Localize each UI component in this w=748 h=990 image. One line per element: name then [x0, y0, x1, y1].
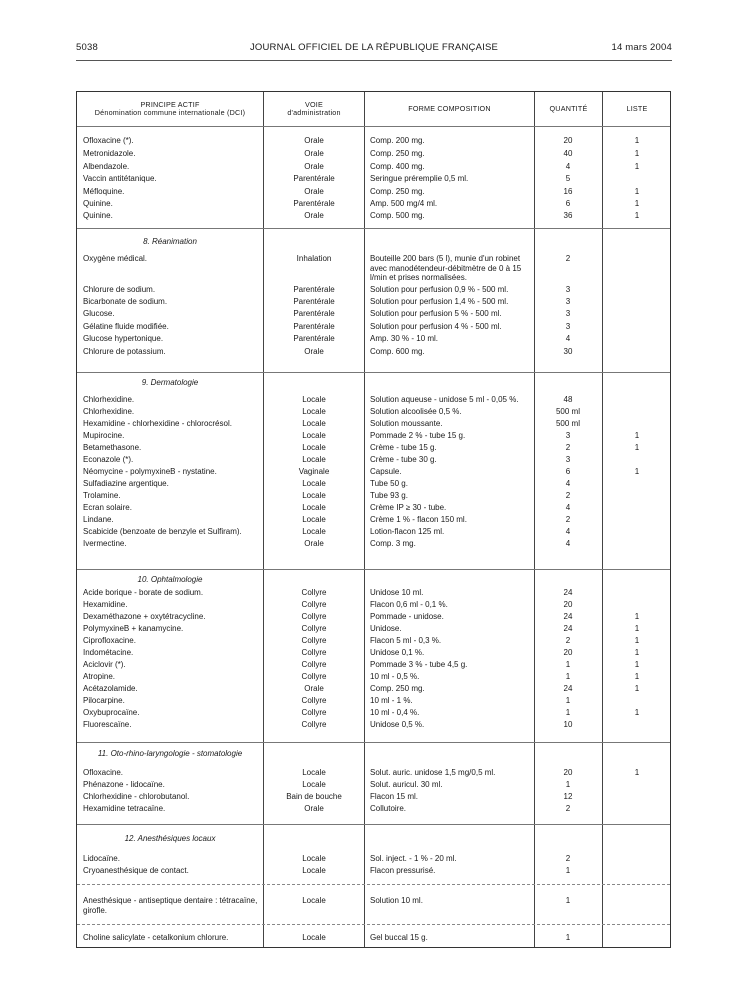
page-number: 5038: [76, 42, 98, 53]
row-quantite: 3: [565, 455, 571, 464]
row-voie: Orale: [304, 684, 324, 693]
row-forme: Pommade - unidose.: [370, 612, 444, 621]
issue-date: 14 mars 2004: [611, 42, 672, 53]
row-quantite: 24: [563, 684, 573, 693]
row-name: Econazole (*).: [83, 455, 134, 464]
row-forme: Crème IP ≥ 30 - tube.: [370, 503, 447, 512]
row-name: Néomycine - polymyxineB - nystatine.: [83, 467, 217, 476]
row-name: Oxybuprocaïne.: [83, 708, 140, 717]
row-voie: Collyre: [301, 672, 327, 681]
medication-table: [76, 91, 671, 948]
row-liste: 1: [634, 672, 640, 681]
row-quantite: 1: [565, 896, 571, 905]
row-quantite: 500 ml: [555, 419, 580, 428]
row-voie: Orale: [304, 539, 324, 548]
row-voie: Locale: [302, 933, 326, 942]
row-name: Hexamidine.: [83, 600, 128, 609]
row-forme: Solution pour perfusion 4 % - 500 ml.: [370, 322, 502, 331]
row-name: Glucose hypertonique.: [83, 334, 164, 343]
row-quantite: 16: [563, 187, 573, 196]
row-quantite: 6: [565, 467, 571, 476]
row-voie: Collyre: [301, 612, 327, 621]
row-forme: 10 ml - 0,4 %.: [370, 708, 420, 717]
row-forme: Bouteille 200 bars (5 l), munie d'un robinet avec manodétendeur-débitmètre de 0 à 15 l/min et prises normalisées.: [370, 254, 522, 282]
row-liste: 1: [634, 648, 640, 657]
row-voie: Parentérale: [293, 334, 335, 343]
row-voie: Locale: [302, 491, 326, 500]
row-name: Aciclovir (*).: [83, 660, 126, 669]
row-quantite: 3: [565, 431, 571, 440]
row-forme: 10 ml - 0,5 %.: [370, 672, 420, 681]
row-liste: 1: [634, 162, 640, 171]
row-forme: Solution 10 ml.: [370, 896, 423, 905]
row-forme: Tube 50 g.: [370, 479, 408, 488]
row-forme: Comp. 200 mg.: [370, 136, 425, 145]
row-liste: 1: [634, 187, 640, 196]
row-voie: Bain de bouche: [286, 792, 342, 801]
row-name: Chlorhexidine - chlorobutanol.: [83, 792, 190, 801]
row-voie: Locale: [302, 866, 326, 875]
row-name: Phénazone - lidocaïne.: [83, 780, 165, 789]
row-voie: Collyre: [301, 696, 327, 705]
row-forme: Comp. 250 mg.: [370, 684, 425, 693]
row-voie: Collyre: [301, 660, 327, 669]
row-name: Lindane.: [83, 515, 114, 524]
group-separator: [77, 372, 670, 373]
row-forme: Amp. 500 mg/4 ml.: [370, 199, 438, 208]
header-liste: [603, 92, 671, 126]
row-quantite: 4: [565, 539, 571, 548]
row-name: Mupirocine.: [83, 431, 125, 440]
row-forme: Comp. 500 mg.: [370, 211, 425, 220]
section-title-ophtalmologie: 10. Ophtalmologie: [137, 575, 203, 584]
row-quantite: 3: [565, 285, 571, 294]
row-forme: Tube 93 g.: [370, 491, 408, 500]
header-forme: [365, 92, 534, 126]
row-name: Albendazole.: [83, 162, 130, 171]
row-forme: Solution pour perfusion 1,4 % - 500 ml.: [370, 297, 509, 306]
row-name: Glucose.: [83, 309, 115, 318]
row-voie: Locale: [302, 515, 326, 524]
row-voie: Orale: [304, 162, 324, 171]
row-voie: Collyre: [301, 624, 327, 633]
row-quantite: 1: [565, 696, 571, 705]
row-quantite: 1: [565, 933, 571, 942]
row-forme: Unidose 0,1 %.: [370, 648, 425, 657]
row-quantite: 1: [565, 660, 571, 669]
header-rule: [76, 60, 672, 61]
row-forme: Capsule.: [370, 467, 402, 476]
row-voie: Locale: [302, 527, 326, 536]
row-quantite: 1: [565, 672, 571, 681]
row-quantite: 30: [563, 347, 573, 356]
row-voie: Collyre: [301, 648, 327, 657]
row-voie: Parentérale: [293, 285, 335, 294]
row-name: Acide borique - borate de sodium.: [83, 588, 204, 597]
row-forme: Crème - tube 30 g.: [370, 455, 437, 464]
header-principe-actif: [77, 92, 263, 126]
header-voie-subtitle: d'administration: [287, 108, 341, 117]
row-quantite: 2: [565, 443, 571, 452]
row-voie: Locale: [302, 896, 326, 905]
row-quantite: 20: [563, 768, 573, 777]
row-forme: Crème - tube 15 g.: [370, 443, 437, 452]
row-forme: Comp. 250 mg.: [370, 187, 425, 196]
header-principe-title: PRINCIPE ACTIF: [140, 100, 200, 109]
row-quantite: 2: [565, 854, 571, 863]
row-name: Ivermectine.: [83, 539, 127, 548]
column-divider: [364, 92, 365, 947]
row-forme: Solution pour perfusion 5 % - 500 ml.: [370, 309, 502, 318]
row-liste: 1: [634, 684, 640, 693]
row-quantite: 24: [563, 588, 573, 597]
row-quantite: 500 ml: [555, 407, 580, 416]
row-quantite: 24: [563, 624, 573, 633]
row-name: Gélatine fluide modifiée.: [83, 322, 169, 331]
row-voie: Orale: [304, 211, 324, 220]
row-voie: Locale: [302, 443, 326, 452]
header-liste-title: LISTE: [626, 104, 648, 113]
row-voie: Collyre: [301, 636, 327, 645]
row-liste: 1: [634, 708, 640, 717]
row-forme: Comp. 600 mg.: [370, 347, 425, 356]
row-quantite: 2: [565, 254, 571, 263]
header-quantite: [535, 92, 602, 126]
row-voie: Vaginale: [298, 467, 330, 476]
row-voie: Inhalation: [296, 254, 332, 263]
row-separator: [77, 884, 670, 885]
page-header: [76, 42, 672, 56]
row-forme: Gel buccal 15 g.: [370, 933, 428, 942]
row-liste: 1: [634, 612, 640, 621]
row-name: Fluorescaïne.: [83, 720, 132, 729]
row-voie: Parentérale: [293, 309, 335, 318]
row-name: Ofloxacine (*).: [83, 136, 134, 145]
row-voie: Locale: [302, 479, 326, 488]
row-voie: Collyre: [301, 600, 327, 609]
row-quantite: 3: [565, 297, 571, 306]
row-name: Sulfadiazine argentique.: [83, 479, 169, 488]
row-quantite: 4: [565, 162, 571, 171]
row-forme: Sol. inject. - 1 % - 20 ml.: [370, 854, 457, 863]
row-quantite: 3: [565, 309, 571, 318]
row-quantite: 2: [565, 515, 571, 524]
group-separator: [77, 824, 670, 825]
row-forme: Amp. 30 % - 10 ml.: [370, 334, 439, 343]
row-voie: Locale: [302, 455, 326, 464]
row-liste: 1: [634, 467, 640, 476]
row-quantite: 1: [565, 708, 571, 717]
row-forme: 10 ml - 1 %.: [370, 696, 413, 705]
row-voie: Locale: [302, 431, 326, 440]
row-voie: Orale: [304, 347, 324, 356]
row-voie: Parentérale: [293, 199, 335, 208]
row-voie: Orale: [304, 187, 324, 196]
row-forme: Flacon pressurisé.: [370, 866, 436, 875]
row-voie: Locale: [302, 419, 326, 428]
row-name: Ecran solaire.: [83, 503, 132, 512]
row-name: Scabicide (benzoate de benzyle et Sulfiram).: [83, 527, 242, 536]
row-forme: Unidose.: [370, 624, 402, 633]
row-voie: Parentérale: [293, 174, 335, 183]
row-quantite: 20: [563, 136, 573, 145]
row-name: Ciprofloxacine.: [83, 636, 136, 645]
row-quantite: 4: [565, 527, 571, 536]
row-name: Hexamidine - chlorhexidine - chlorocrésol.: [83, 419, 232, 428]
row-forme: Solution aqueuse - unidose 5 ml - 0,05 %.: [370, 395, 519, 404]
row-liste: 1: [634, 636, 640, 645]
row-forme: Collutoire.: [370, 804, 407, 813]
row-name: Chlorhexidine.: [83, 407, 135, 416]
row-name: Méfloquine.: [83, 187, 125, 196]
row-name: Indométacine.: [83, 648, 134, 657]
row-name: Acétazolamide.: [83, 684, 138, 693]
row-name: Bicarbonate de sodium.: [83, 297, 168, 306]
row-forme: Seringue préremplie 0,5 ml.: [370, 174, 469, 183]
row-forme: Solution alcoolisée 0,5 %.: [370, 407, 462, 416]
row-name: Cryoanesthésique de contact.: [83, 866, 189, 875]
row-voie: Parentérale: [293, 322, 335, 331]
row-quantite: 1: [565, 866, 571, 875]
row-liste: 1: [634, 199, 640, 208]
row-name: Ofloxacine.: [83, 768, 124, 777]
row-forme: Crème 1 % - flacon 150 ml.: [370, 515, 467, 524]
header-forme-title: FORME COMPOSITION: [408, 104, 491, 113]
row-name: Metronidazole.: [83, 149, 136, 158]
row-voie: Collyre: [301, 588, 327, 597]
row-name: Vaccin antitétanique.: [83, 174, 157, 183]
row-name: Choline salicylate - cetalkonium chlorure.: [83, 933, 229, 942]
row-voie: Locale: [302, 407, 326, 416]
row-forme: Unidose 0,5 %.: [370, 720, 425, 729]
row-liste: 1: [634, 624, 640, 633]
row-voie: Orale: [304, 149, 324, 158]
row-name: Chlorure de sodium.: [83, 285, 156, 294]
row-quantite: 1: [565, 780, 571, 789]
group-separator: [77, 569, 670, 570]
row-voie: Orale: [304, 136, 324, 145]
section-title-anesthesiques: 12. Anesthésiques locaux: [124, 834, 216, 843]
row-quantite: 40: [563, 149, 573, 158]
row-name: PolymyxineB + kanamycine.: [83, 624, 184, 633]
row-quantite: 36: [563, 211, 573, 220]
row-quantite: 2: [565, 491, 571, 500]
row-forme: Comp. 250 mg.: [370, 149, 425, 158]
row-name: Trolamine.: [83, 491, 121, 500]
row-voie: Locale: [302, 395, 326, 404]
row-name: Betamethasone.: [83, 443, 142, 452]
row-quantite: 5: [565, 174, 571, 183]
row-quantite: 2: [565, 636, 571, 645]
row-voie: Locale: [302, 503, 326, 512]
row-name: Atropine.: [83, 672, 116, 681]
group-separator: [77, 228, 670, 229]
row-voie: Locale: [302, 854, 326, 863]
row-name: Anesthésique - antiseptique dentaire : tétracaïne, girofle.: [83, 896, 258, 915]
row-quantite: 3: [565, 322, 571, 331]
row-liste: 1: [634, 443, 640, 452]
group-separator: [77, 742, 670, 743]
row-forme: Lotion-flacon 125 ml.: [370, 527, 445, 536]
row-forme: Solut. auric. unidose 1,5 mg/0,5 ml.: [370, 768, 496, 777]
row-forme: Solution moussante.: [370, 419, 443, 428]
row-quantite: 4: [565, 479, 571, 488]
row-name: Hexamidine tetracaïne.: [83, 804, 166, 813]
row-liste: 1: [634, 149, 640, 158]
row-voie: Orale: [304, 804, 324, 813]
row-name: Quinine.: [83, 211, 113, 220]
row-name: Dexaméthazone + oxytétracycline.: [83, 612, 206, 621]
header-principe-subtitle: Dénomination commune internationale (DCI): [94, 108, 246, 117]
row-forme: Flacon 15 ml.: [370, 792, 419, 801]
row-quantite: 2: [565, 804, 571, 813]
row-name: Lidocaïne.: [83, 854, 120, 863]
row-forme: Pommade 3 % - tube 4,5 g.: [370, 660, 468, 669]
row-quantite: 20: [563, 648, 573, 657]
row-forme: Solution pour perfusion 0,9 % - 500 ml.: [370, 285, 509, 294]
row-quantite: 20: [563, 600, 573, 609]
row-quantite: 10: [563, 720, 573, 729]
row-quantite: 4: [565, 503, 571, 512]
row-forme: Unidose 10 ml.: [370, 588, 424, 597]
section-title-reanimation: 8. Réanimation: [143, 237, 197, 246]
row-liste: 1: [634, 768, 640, 777]
row-name: Chlorhexidine.: [83, 395, 135, 404]
row-forme: Flacon 0,6 ml - 0,1 %.: [370, 600, 448, 609]
row-voie: Collyre: [301, 720, 327, 729]
row-name: Quinine.: [83, 199, 113, 208]
column-divider: [602, 92, 603, 947]
row-liste: 1: [634, 136, 640, 145]
row-liste: 1: [634, 660, 640, 669]
row-quantite: 12: [563, 792, 573, 801]
row-forme: Comp. 400 mg.: [370, 162, 425, 171]
header-voie: [264, 92, 364, 126]
row-voie: Locale: [302, 768, 326, 777]
row-quantite: 48: [563, 395, 573, 404]
header-rule-bottom: [77, 126, 670, 127]
row-forme: Comp. 3 mg.: [370, 539, 416, 548]
row-forme: Pommade 2 % - tube 15 g.: [370, 431, 466, 440]
section-title-orl: 11. Oto-rhino-laryngologie - stomatologie: [97, 749, 243, 758]
row-voie: Locale: [302, 780, 326, 789]
row-forme: Flacon 5 ml - 0,3 %.: [370, 636, 442, 645]
row-name: Chlorure de potassium.: [83, 347, 166, 356]
header-voie-title: VOIE: [305, 100, 323, 109]
header-quantite-title: QUANTITÉ: [549, 104, 588, 113]
row-forme: Solut. auricul. 30 ml.: [370, 780, 443, 789]
row-quantite: 4: [565, 334, 571, 343]
row-liste: 1: [634, 211, 640, 220]
row-name: Pilocarpine.: [83, 696, 125, 705]
row-voie: Parentérale: [293, 297, 335, 306]
row-quantite: 6: [565, 199, 571, 208]
column-divider: [263, 92, 264, 947]
journal-title: JOURNAL OFFICIEL DE LA RÉPUBLIQUE FRANÇAISE: [249, 42, 499, 53]
row-liste: 1: [634, 431, 640, 440]
row-separator: [77, 924, 670, 925]
section-title-dermatologie: 9. Dermatologie: [141, 378, 199, 387]
row-voie: Collyre: [301, 708, 327, 717]
row-name: Oxygène médical.: [83, 254, 148, 263]
row-quantite: 24: [563, 612, 573, 621]
